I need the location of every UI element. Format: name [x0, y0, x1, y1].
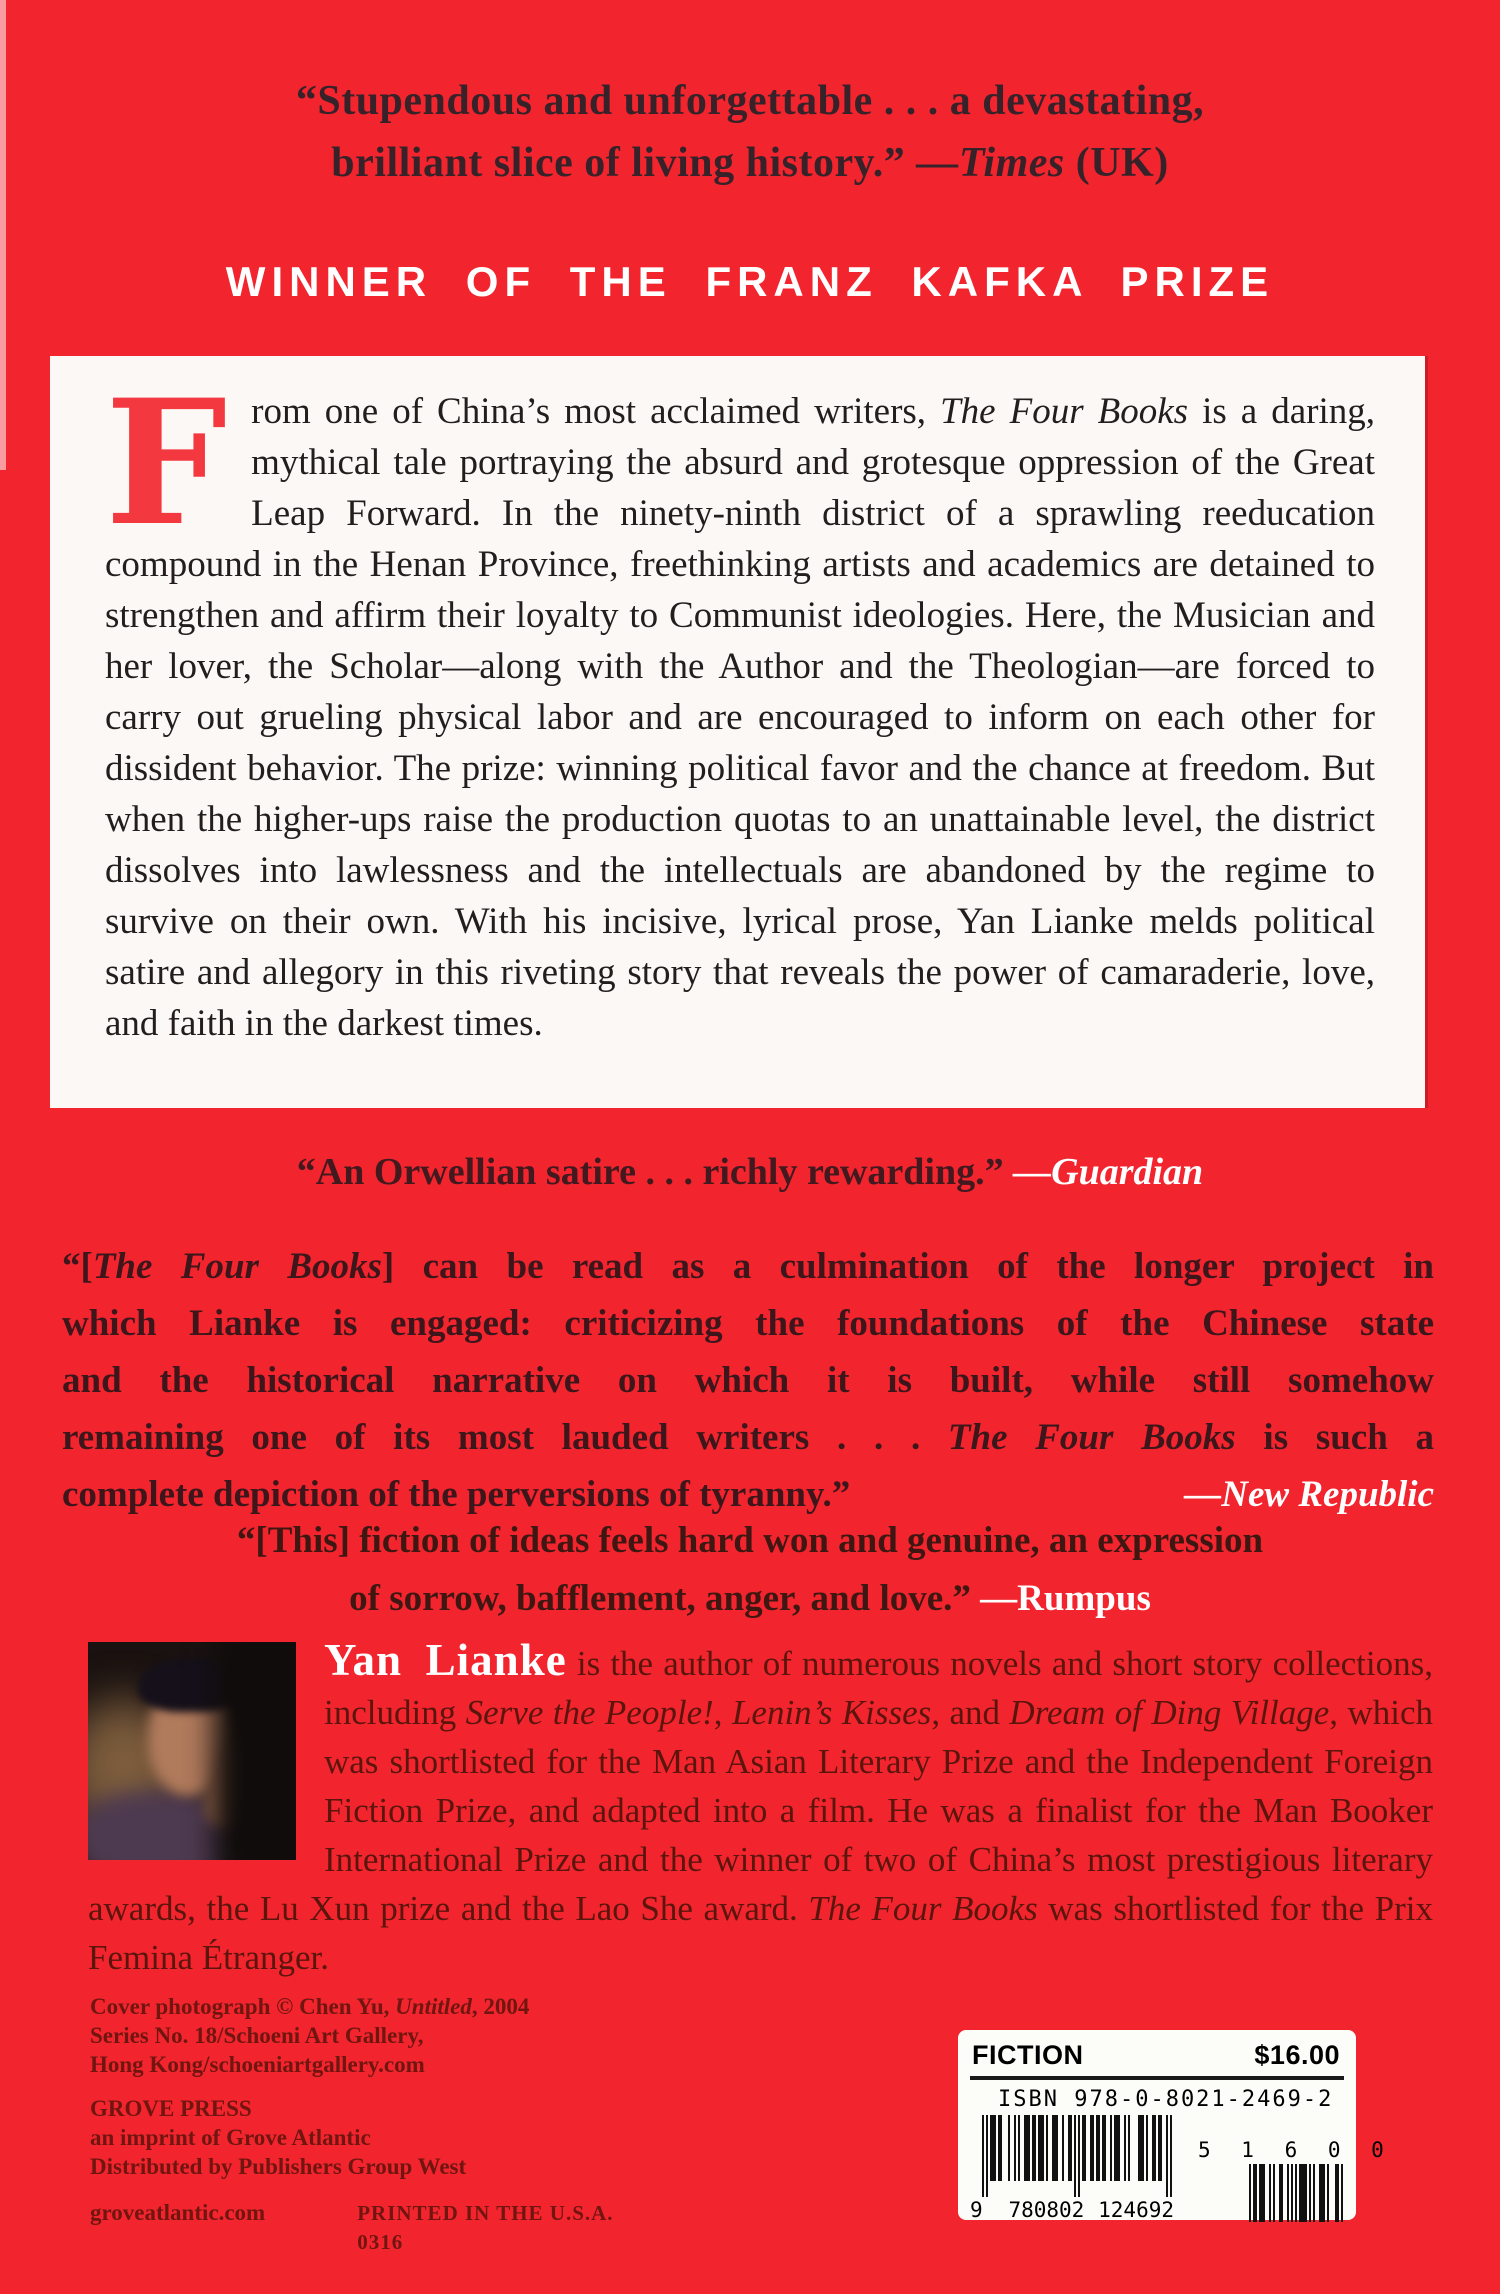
author-name: Yan Lianke	[324, 1635, 567, 1685]
new-republic-line: “[The Four Books] can be read as a culmination of the longer project in	[62, 1246, 1434, 1287]
credits-gap	[90, 2079, 650, 2094]
photo-dark-area	[214, 1642, 296, 1860]
top-review-quote-line2: brilliant slice of living history.” —Times (UK)	[331, 140, 1169, 186]
guardian-review-quote: “An Orwellian satire . . . richly rewarding.” —Guardian	[296, 1151, 1204, 1193]
cover-photo-credit: Cover photograph © Chen Yu, Untitled, 2004	[90, 1994, 530, 2019]
isbn-text: ISBN 978-0-8021-2469-2	[998, 2087, 1334, 2112]
rumpus-review-quote	[0, 1512, 1500, 1628]
credits-bottom-row	[90, 2198, 650, 2257]
ean13-bars	[982, 2115, 1174, 2197]
barcode-divider	[970, 2076, 1344, 2080]
ean13-digit-group1: 780802	[1008, 2198, 1085, 2222]
new-republic-review-quote	[62, 1238, 1434, 1523]
credits-gap	[90, 2181, 650, 2196]
new-republic-attribution: —New Republic	[1184, 1474, 1434, 1515]
barcode-label	[958, 2030, 1393, 2222]
rumpus-line2: of sorrow, bafflement, anger, and love.” —Rumpus	[349, 1578, 1151, 1619]
new-republic-line: which Lianke is engaged: criticizing the foundations of the Chinese state	[62, 1303, 1434, 1344]
dropcap-letter: F	[105, 361, 228, 564]
distribution-note: Distributed by Publishers Group West	[90, 2154, 467, 2179]
synopsis-box	[50, 356, 1425, 1108]
top-review-quote	[0, 70, 1500, 194]
genre-label: FICTION	[972, 2040, 1084, 2070]
author-bio-text: is the author of numerous novels and short story collections, including Serve the People!, Lenin’s Kisses, and Dream of Ding Village, which was shortlisted for the Man Asian Literary Prize and the Independent Foreign Fiction Prize, and adapted into a film. He was a finalist for the Man Booker International Prize and the winner of two of China’s most prestigious literary awards, the Lu Xun prize and the Lao She award. The Four Books was shortlisted for the Prix Femina Étranger.	[88, 1644, 1433, 1977]
publisher-name: GROVE PRESS	[90, 2096, 252, 2121]
ean13-digit-group2: 124692	[1098, 2198, 1174, 2222]
credits-block	[90, 1992, 650, 2257]
printed-in-note: PRINTED IN THE U.S.A. 0316	[357, 2201, 614, 2254]
supplement-barcode	[1198, 2138, 1393, 2222]
ean13-digit-left: 9	[970, 2198, 983, 2222]
supplement-digits: 5 1 6 0 0	[1198, 2138, 1393, 2162]
author-bio-section	[88, 1636, 1433, 1982]
publisher-website: groveatlantic.com	[90, 2200, 266, 2225]
award-banner: WINNER OF THE FRANZ KAFKA PRIZE	[225, 258, 1275, 305]
barcode-header	[958, 2030, 1356, 2076]
gallery-credit: Hong Kong/schoeniartgallery.com	[90, 2052, 425, 2077]
ean13-barcode	[970, 2115, 1174, 2222]
new-republic-line: and the historical narrative on which it is built, while still somehow	[62, 1360, 1434, 1401]
top-review-quote-line1: “Stupendous and unforgettable . . . a devastating,	[295, 78, 1205, 124]
supplement-bars	[1247, 2164, 1343, 2222]
ean13-digits	[970, 2198, 1174, 2222]
new-republic-line: remaining one of its most lauded writers . . . The Four Books is such a	[62, 1417, 1435, 1458]
synopsis-paragraph	[105, 361, 1375, 1049]
new-republic-quote-end: complete depiction of the perversions of tyranny.”	[62, 1474, 851, 1515]
rumpus-line1: “[This] fiction of ideas feels hard won and genuine, an expression	[236, 1520, 1264, 1561]
author-photo	[88, 1642, 296, 1860]
synopsis-body: rom one of China’s most acclaimed writers, The Four Books is a daring, mythical tale portraying the absurd and grotesque oppression of the Great Leap Forward. In the ninety-ninth district of a sprawling reeducation compound in the Henan Province, freethinking artists and academics are detained to strengthen and affirm their loyalty to Communist ideologies. Here, the Musician and her lover, the Scholar—along with the Author and the Theologian—are forced to carry out grueling physical labor and are encouraged to inform on each other for dissident behavior. The prize: winning political favor and the chance at freedom. But when the higher-ups raise the production quotas to an unattainable level, the district dissolves into lawlessness and the intellectuals are abandoned by the regime to survive on their own. With his incisive, lyrical prose, Yan Lianke melds political satire and allegory in this riveting story that reveals the power of camaraderie, love, and faith in the darkest times.	[105, 391, 1375, 1044]
barcode-body	[958, 2115, 1393, 2230]
series-credit: Series No. 18/Schoeni Art Gallery,	[90, 2023, 424, 2048]
price-label: $16.00	[1254, 2040, 1340, 2070]
publisher-imprint: an imprint of Grove Atlantic	[90, 2125, 371, 2150]
